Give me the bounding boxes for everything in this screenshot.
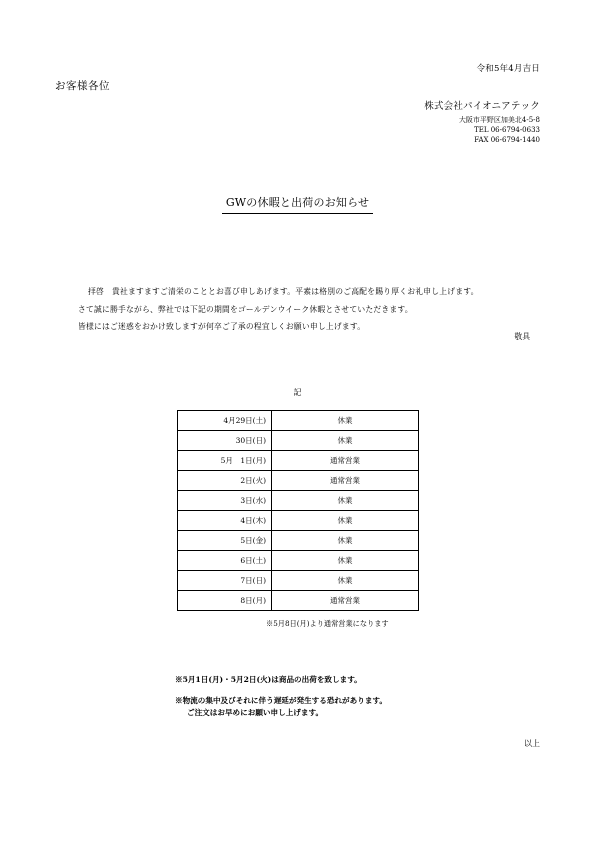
note-order-early: ご注文はお早めにお願い申し上げます。: [187, 708, 324, 717]
schedule-status: 通常営業: [272, 591, 419, 611]
company-name: 株式会社パイオニアテック: [424, 101, 540, 112]
table-row: [178, 511, 419, 531]
company-fax: FAX 06-6794-1440: [474, 136, 540, 144]
note-delay: ※物流の集中及びそれに伴う遅延が発生する恐れがあります。: [175, 696, 388, 705]
letter-body: [78, 283, 548, 336]
title-wrapper: [0, 191, 595, 214]
document-date: 令和5年4月吉日: [476, 64, 540, 74]
recipient: お客様各位: [55, 80, 110, 92]
schedule-date: 30日(日): [178, 431, 272, 451]
body-line-2: さて誠に勝手ながら、弊社では下記の期間をゴールデンウイーク休暇とさせていただきます。: [78, 304, 413, 314]
schedule-date: 2日(火): [178, 471, 272, 491]
body-line-3: 皆様にはご迷惑をおかけ致しますが何卒ご了承の程宜しくお願い申し上げます。: [78, 322, 366, 331]
schedule-status: 休業: [272, 491, 419, 511]
schedule-date: 4日(木): [178, 511, 272, 531]
note-shipping: ※5月1日(月)・5月2日(火)は商品の出荷を致します。: [175, 675, 362, 684]
schedule-status: 通常営業: [272, 451, 419, 471]
schedule-date: 5日(金): [178, 531, 272, 551]
table-row: [178, 451, 419, 471]
after-table-note: ※5月8日(月)より通常営業になります: [266, 619, 389, 628]
table-row: [178, 571, 419, 591]
company-block: [340, 98, 540, 145]
end-word: 以上: [524, 739, 540, 748]
table-row: [178, 531, 419, 551]
company-tel: TEL 06-6794-0633: [474, 126, 540, 134]
table-row: [178, 431, 419, 451]
schedule-status: 休業: [272, 431, 419, 451]
schedule-status: 通常営業: [272, 471, 419, 491]
notes-block: [175, 674, 555, 719]
schedule-date: 7日(日): [178, 571, 272, 591]
schedule-status: 休業: [272, 551, 419, 571]
table-row: [178, 491, 419, 511]
schedule-date: 3日(水): [178, 491, 272, 511]
schedule-date: 6日(土): [178, 551, 272, 571]
schedule-status: 休業: [272, 571, 419, 591]
company-address: 大阪市平野区加美北4-5-8: [458, 116, 540, 124]
schedule-status: 休業: [272, 511, 419, 531]
table-row: [178, 591, 419, 611]
body-line-1: 拝啓 貴社ますますご清栄のこととお喜び申しあげます。平素は格別のご高配を賜り厚くお礼申し上げます。: [88, 287, 479, 296]
table-row: [178, 551, 419, 571]
schedule-table: [177, 410, 419, 611]
document-title: GWの休暇と出荷のお知らせ: [222, 194, 373, 214]
table-row: [178, 471, 419, 491]
schedule-date: 4月29日(土): [178, 411, 272, 431]
schedule-status: 休業: [272, 531, 419, 551]
ki-heading: 記: [293, 388, 302, 397]
schedule-date: 5月 1日(月): [178, 451, 272, 471]
schedule-status: 休業: [272, 411, 419, 431]
schedule-date: 8日(月): [178, 591, 272, 611]
table-row: [178, 411, 419, 431]
closing-word: 敬具: [514, 332, 530, 341]
